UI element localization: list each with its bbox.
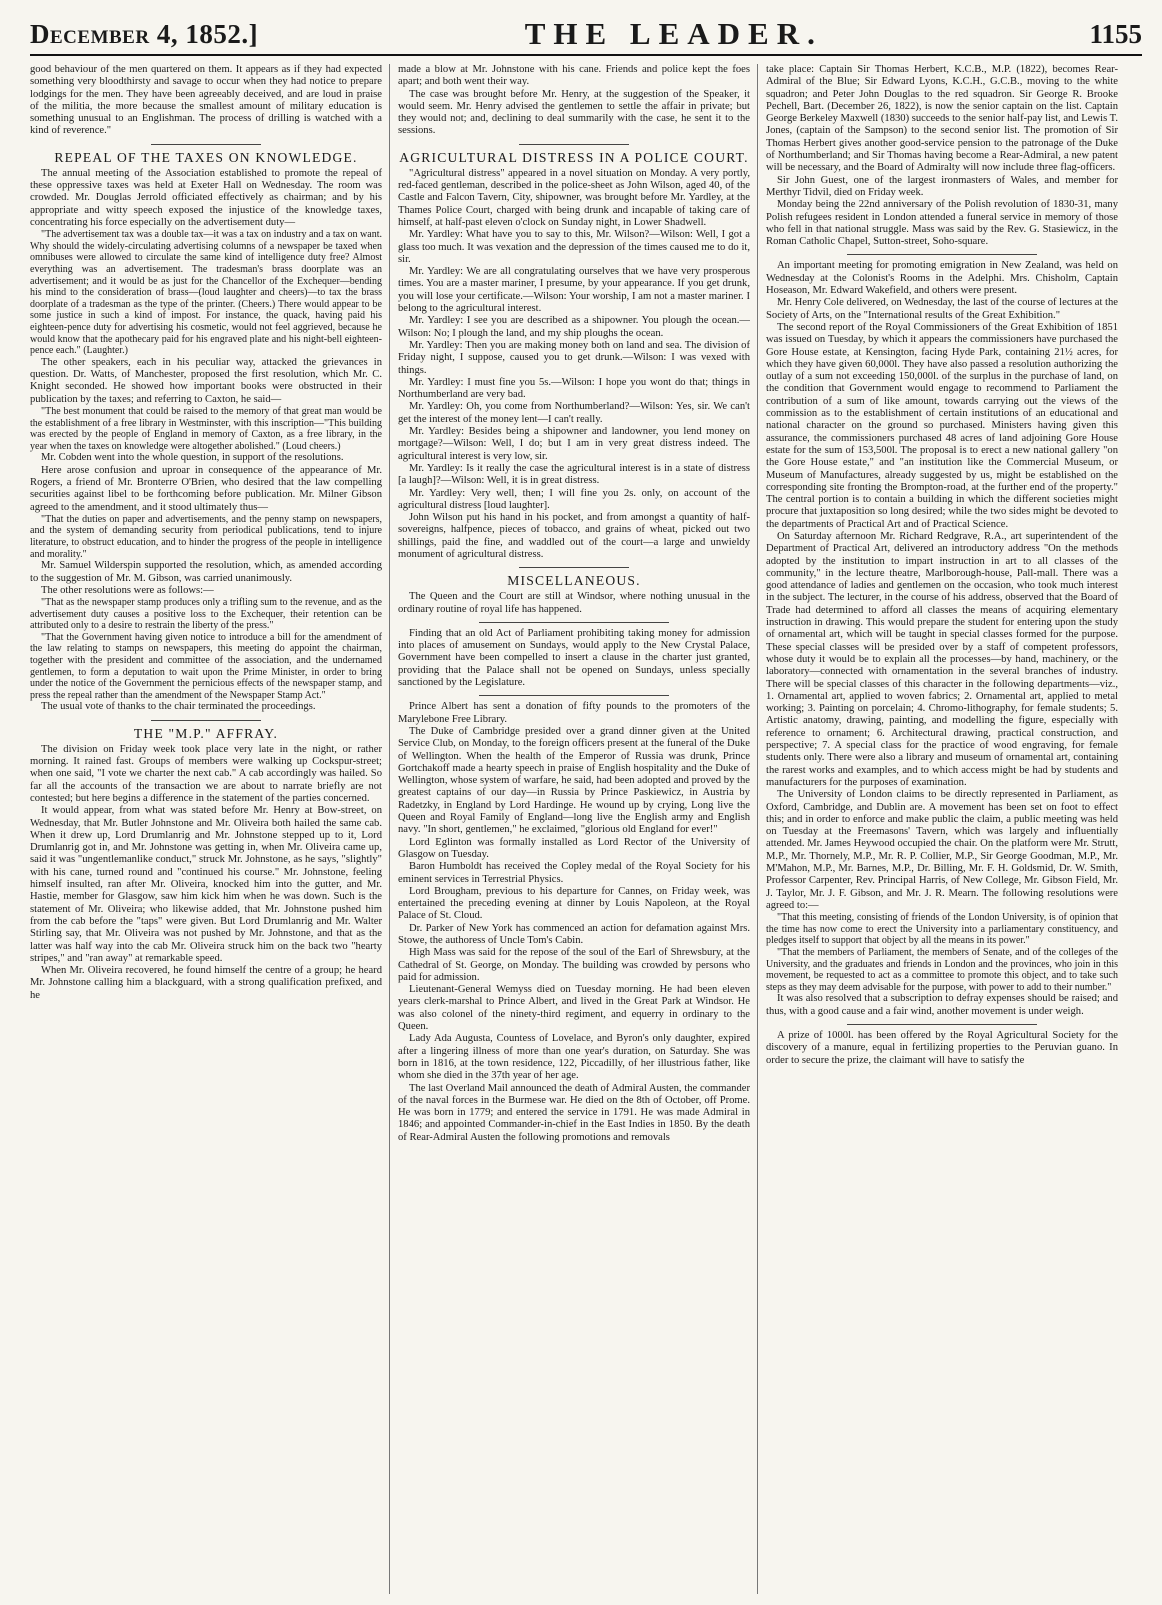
paragraph: The other speakers, each in his peculiar way, attacked the grievances in question. Dr. Watts, of Manchester, proposed the first resolution, which Mr. C. Knight seconded. He showed how important books were obstructed in their publication by the taxes; and referring to Caxton, he said— bbox=[30, 356, 382, 405]
paragraph: The usual vote of thanks to the chair terminated the proceedings. bbox=[41, 701, 316, 713]
paragraph: Mr. Yardley: Then you are making money both on land and sea. The division of Friday night, I suppose, caused you to get drunk.—Wilson: I was vexed with things. bbox=[398, 339, 750, 376]
section-heading-miscellaneous: MISCELLANEOUS. bbox=[507, 573, 641, 589]
paragraph: Dr. Parker of New York has commenced an action for defamation against Mrs. Stowe, the authoress of Uncle Tom's Cabin. bbox=[398, 922, 750, 946]
paragraph: "Agricultural distress" appeared in a novel situation on Monday. A very portly, red-faced gentleman, described in the police-sheet as John Wilson, aged 40, of the Castle and Falcon Tavern, City, shipowner, was brought before Mr. Yardley, at the Thames Police Court, charged with being drunk and incapable of taking care of himself, at half-past eleven o'clock on Sunday night, in Lower Shadwell. bbox=[398, 167, 750, 228]
paragraph: Lord Eglinton was formally installed as Lord Rector of the University of Glasgow on Tuesday. bbox=[398, 836, 750, 860]
divider bbox=[151, 144, 261, 145]
paragraph: Sir John Guest, one of the largest ironmasters of Wales, and member for Merthyr Tidvil, died on Friday week. bbox=[766, 174, 1118, 198]
divider bbox=[847, 1024, 1037, 1025]
column-3 bbox=[766, 64, 1118, 1594]
paragraph: It was also resolved that a subscription to defray expenses should be raised; and thus, with a good cause and a fair wind, another movement is under weigh. bbox=[766, 993, 1118, 1017]
paragraph: Mr. Yardley: Besides being a shipowner and landowner, you lend money on mortgage?—Wilson: Well, I do; but I am in very great distress indeed. The agricultural interest is very low, sir. bbox=[398, 426, 750, 462]
page-number: 1155 bbox=[1089, 19, 1142, 49]
paragraph: An important meeting for promoting emigration in New Zealand, was held on Wednesday at the Colonist's Rooms in the Adelphi. Mrs. Chisholm, Captain Hoseason, Mr. Edward Wakefield, and others were present. bbox=[766, 260, 1118, 297]
paragraph: The last Overland Mail announced the death of Admiral Austen, the commander of the naval forces in the Burmese war. He died on the 8th of October, off Prome. He was born in 1779; and entered the service in 1791. He was made Admiral in 1846; and appointed Commander-in-chief in the East Indies in 1850. By the death of Rear-Admiral Austen the following promotions and removals bbox=[398, 1082, 750, 1143]
divider bbox=[519, 567, 629, 568]
paragraph: It would appear, from what was stated before Mr. Henry at Bow-street, on Wednesday, that Mr. Butler Johnstone and Mr. Oliveira both hailed the same cab. When it drew up, Lord Drumlanrig and Mr. Johnstone stepped up to it, Lord Drumlanrig got in, and Mr. Johnstone was getting in, when Mr. Oliveira came up, said it was "ungentlemanlike conduct," struck Mr. Johnstone, as he says, "slightly" with his cane, turned round and "continued his course." Mr. Johnstone, feeling himself insulted, ran after Mr. Oliveira, knocked him into the gutter, and Mr. Hastie, member for Glasgow, saw him kick him when he was down. Such is the statement of Mr. Oliveira; who likewise added, that Mr. Johnstone pushed him from the cab before the "taps" were given. But Lord Drumlanrig and Mr. Walter Stirling say, that Mr. Oliveira was not pushed by Mr. Johnstone, and that as the latter was half way into the cab Mr. Oliveira struck him on the back two "hearty stripes," and "ran away" at remarkable speed. bbox=[30, 805, 382, 964]
paragraph: Mr. Henry Cole delivered, on Wednesday, the last of the course of lectures at the Society of Arts, on the "International results of the Great Exhibition." bbox=[766, 297, 1118, 321]
paragraph: made a blow at Mr. Johnstone with his cane. Friends and police kept the foes apart; and both went their way. bbox=[398, 64, 750, 88]
paragraph: Mr. Yardley: I must fine you 5s.—Wilson: I hope you wont do that; things in Northumberland are very bad. bbox=[398, 376, 750, 401]
quotation: "That as the newspaper stamp produces only a trifling sum to the revenue, and as the advertisement duty causes a positive loss to the Exchequer, their retention can be attributed only to a desire to restrain the liberty of the press." bbox=[30, 597, 382, 632]
paragraph: Lord Brougham, previous to his departure for Cannes, on Friday week, was entertained the preceding evening at dinner by Louis Napoleon, at the Royal Palace of St. Cloud. bbox=[398, 885, 750, 922]
column-2 bbox=[398, 64, 750, 1594]
paragraph: Lady Ada Augusta, Countess of Lovelace, and Byron's only daughter, expired after a lingering illness of more than one year's duration, on Saturday. She was born in 1816, at the town residence, 122, Piccadilly, of her illustrious father, like whom she died in the 37th year of her age. bbox=[398, 1033, 750, 1082]
newspaper-title: THE LEADER. bbox=[524, 16, 823, 51]
paragraph: The University of London claims to be directly represented in Parliament, as Oxford, Cambridge, and Dublin are. A movement has been set on foot to effect this; and in order to enforce and make public the claim, a public meeting was held on Tuesday at the Freemasons' Tavern, which was largely and influentially attended. Mr. James Heywood occupied the chair. On the platform were Mr. Strutt, M.P., Mr. Thornely, M.P., Mr. R. P. Collier, M.P., Sir George Goodman, M.P., Mr. M'Mahon, M.P., Mr. Barnes, M.P., Dr. Billing, Mr. F. H. Goldsmid, Dr. W. Smith, Professor Carpenter, Rev. Principal Harris, of New College, Mr. Gibson Field, Mr. J. Taylor, Mr. J. F. Gibson, and Mr. J. R. Mearn. The following resolutions were agreed to:— bbox=[766, 789, 1118, 911]
paragraph: John Wilson put his hand in his pocket, and from amongst a quantity of half-sovereigns, halfpence, pieces of tobacco, and grains of wheat, picked out two shillings, paid the fine, and waddled out of the court—a large and unwieldy monument of agricultural distress. bbox=[398, 512, 750, 560]
paragraph: Prince Albert has sent a donation of fifty pounds to the promoters of the Marylebone Free Library. bbox=[398, 701, 750, 725]
paragraph: Mr. Samuel Wilderspin supported the resolution, which, as amended according to the suggestion of Mr. M. Gibson, was carried unanimously. bbox=[30, 560, 382, 584]
paragraph: The Queen and the Court are still at Windsor, where nothing unusual in the ordinary routine of royal life has happened. bbox=[398, 591, 750, 615]
section-heading-mp-affray: THE "M.P." AFFRAY. bbox=[133, 725, 279, 741]
paragraph: High Mass was said for the repose of the soul of the Earl of Shrewsbury, at the Cathedral of St. George, on Monday. The building was crowded by persons who paid for admission. bbox=[398, 947, 750, 983]
paragraph: The case was brought before Mr. Henry, at the suggestion of the Speaker, it would seem. Mr. Henry advised the gentlemen to settle the affair in private; but they would not; and, declining to deal summarily with the case, he sent it to the sessions. bbox=[398, 88, 750, 137]
paragraph: Mr. Yardley: Very well, then; I will fine you 2s. only, on account of the agricultural distress [loud laughter]. bbox=[398, 487, 750, 511]
section-heading-repeal-taxes: REPEAL OF THE TAXES ON KNOWLEDGE. bbox=[54, 149, 358, 165]
column-1 bbox=[30, 64, 382, 1594]
paragraph: The second report of the Royal Commissioners of the Great Exhibition of 1851 was issued on Tuesday, by which it appears the commissioners have purchased the Gore House estate, at Kensington, facing Hyde Park, containing 21½ acres, for which they have given 60,000l. They have also passed a resolution authorizing the outlay of a sum not exceeding 150,000l. of the surplus in the purchase of land, on the condition that Government would engage to recommend to Parliament the contribution of a sum of like amount, towards carrying out the views of the commission as to the establishment of certain institutions of an educational and national character on the ground so purchased. Ministers having given this assurance, the commissioners purchased 48 acres of land adjoining Gore House estate for the sum of 153,500l. The proposal is to erect a new national gallery "on the Gore House estate," and "an institution like the Commercial Museum, or Museum of Manufactures, already suggested by us, might be established on the corresponding site fronting the Brompton-road, at the further end of the property." The central portion is to contain a building in which the different societies might procure that juxtaposition so long desired; while the two sides might be devoted to the departments of Practical Art and of Practical Science. bbox=[766, 321, 1118, 530]
paragraph: Here arose confusion and uproar in consequence of the appearance of Mr. Rogers, a friend of Mr. Bronterre O'Brien, who desired that the law compelling securities against libel to be forthcoming before publication. Mr. Milner Gibson agreed to the amendment, and it stood ultimately thus— bbox=[30, 464, 382, 513]
paragraph: The annual meeting of the Association established to promote the repeal of these oppressive taxes was held at Exeter Hall on Wednesday. The room was crowded. Mr. Douglas Jerrold officiated effectively as chairman; and by his appropriate and witty speech exposed the injustice of the knowledge taxes, concentrating his force especially on the advertisement duty— bbox=[30, 167, 382, 228]
quotation: "That the Government having given notice to introduce a bill for the amendment of the law relating to stamps on newspapers, this meeting do appoint the chairman, together with the president and committee of the association, and the undernamed gentlemen, to form a deputation to wait upon the Prime Minister, in order to bring under the notice of the Government the pernicious effects of the newspaper stamp, and press the repeal rather than the amendment of the Newspaper Stamp Act." bbox=[30, 631, 382, 701]
quotation: "That the members of Parliament, the members of Senate, and of the colleges of the University, and the graduates and friends in London and the provinces, who join in this movement, be requested to act as a committee to promote this object, and to take such steps as they may deem advisable for the purpose, with power to add to their number." bbox=[766, 946, 1118, 993]
article-columns bbox=[30, 64, 1142, 1594]
paragraph: Mr. Cobden went into the whole question, in support of the resolutions. bbox=[41, 452, 344, 464]
quotation: "The best monument that could be raised to the memory of that great man would be the establishment of a free library in Westminster, with this inscription—"This building was erected by the people of England in memory of Caxton, as a free library, in the year when the taxes on knowledge were altogether abolished." (Loud cheers.) bbox=[30, 405, 382, 452]
column-rule bbox=[757, 64, 758, 1594]
paragraph: Mr. Yardley: I see you are described as a shipowner. You plough the ocean.—Wilson: No; I plough the land, and my ship ploughs the ocean. bbox=[398, 315, 750, 339]
paragraph: On Saturday afternoon Mr. Richard Redgrave, R.A., art superintendent of the Department of Practical Art, delivered an introductory address "On the methods adopted by the institution to impart instruction in art to all classes of the community," in the lecture theatre, Marlborough-house, Pall-mall. There was a good attendance of ladies and gentlemen on the occasion, who took much interest in the subject. The lecturer, in the course of his address, observed that the Board of Trade had determined to afford all classes the means of acquiring elementary instruction in drawing. This would prepare the student for entering upon the study of ornamental art, which will be taught in special classes formed for the purpose. These special classes will be presided over by a staff of competent professors, whose duty it would be to explain all the processes—by hand, machinery, or the laboratory—connected with ornamentation in the several branches of industry. There will be special classes of this character in the following departments—viz., 1. Ornamental art, applied to woven fabrics; 2. Ornamental art, applied to metal working; 3. Painting on porcelain; 4. Chromo-lithography, for female students; 5. Artistic anatomy, drawing, painting, and modelling the figure, especially with reference to ornament; 6. Architectural drawing, practical construction, and perspective; 7. A special class for the practice of wood engraving, for female students only. There were also a library and museum of ornamental art, containing the rarest works and examples, and to which access might be had by students and manufacturers for the purposes of examination. bbox=[766, 530, 1118, 788]
paragraph: Monday being the 22nd anniversary of the Polish revolution of 1830-31, many Polish refugees resident in London attended a funeral service in memory of those who fell in that national struggle. Mass was said by the Rev. G. Stasiewicz, in the Roman Catholic Chapel, Sutton-street, Soho-square. bbox=[766, 199, 1118, 248]
paragraph: Mr. Yardley: What have you to say to this, Mr. Wilson?—Wilson: Well, I got a glass too much. It was vexation and the depression of the times caused me to do it, sir. bbox=[398, 229, 750, 265]
divider bbox=[479, 695, 669, 696]
paragraph: Baron Humboldt has received the Copley medal of the Royal Society for his eminent services in Terrestrial Physics. bbox=[398, 861, 750, 885]
divider bbox=[847, 254, 1037, 255]
quotation: "That the duties on paper and advertisements, and the penny stamp on newspapers, and the system of demanding security from periodical publications, tend to injure literature, to obstruct education, and to hinder the progress of the people in intelligence and morality." bbox=[30, 513, 382, 560]
paragraph: When Mr. Oliveira recovered, he found himself the centre of a group; he heard Mr. Johnstone calling him a blackguard, with a strong qualification prefixed, and he bbox=[30, 965, 382, 1001]
paragraph: good behaviour of the men quartered on them. It appears as if they had expected something very bloodthirsty and savage to occur when they had notice to prepare lodgings for the men. They have been agreeably deceived, and are loud in praise of the militia, the more because the smallest amount of military education is something unusual to an Englishman. The process of drilling is watched with a kind of reverence." bbox=[30, 64, 382, 137]
paragraph: take place: Captain Sir Thomas Herbert, K.C.B., M.P. (1822), becomes Rear-Admiral of the Blue; Sir Edward Lyons, K.C.H., G.C.B., moving to the white squadron; and Peter John Douglas to the red squadron. Sir George R. Brooke Pechell, Bart. (December 26, 1822), is now the senior captain on the list. Captain George Berkeley Maxwell (1830) succeeds to the senior half-pay list, and Lewis T. Jones, (captain of the Sampson) to the second senior list. The promotion of Sir Thomas Herbert gives another good-service pension to the patronage of the Duke of Northumberland; and Sir Thomas having become a Rear-Admiral, a new patent will be necessary, and the Board of Admiralty will now include three flag-officers. bbox=[766, 64, 1118, 174]
paragraph: The Duke of Cambridge presided over a grand dinner given at the United Service Club, on Monday, to the foreign officers present at the funeral of the Duke of Wellington. When the health of the Emperor of Russia was drunk, Prince Gortchakoff made a hearty speech in praise of English hospitality and the Duke of Wellington, whose system of warfare, he said, had been adopted and proved by the greatest captains of our day—in Russia by Prince Paskiewicz, in Austria by Radetzky, in England by Lord Hardinge. He wound up by crying, Long live the Queen and Royal Family of England—long live the English army and English navy. "In short, gentlemen," he exclaimed, "glorious old England for ever!" bbox=[398, 725, 750, 836]
divider bbox=[519, 144, 629, 145]
issue-date: December 4, 1852.] bbox=[30, 19, 259, 49]
paragraph: Mr. Yardley: We are all congratulating ourselves that we have very prosperous times. You are a master mariner, I presume, by your appearance. If you get drunk, you will lose your certificate.—Wilson: Your worship, I am not a master mariner. I belong to the agricultural interest. bbox=[398, 266, 750, 315]
section-heading-agricultural-distress: AGRICULTURAL DISTRESS IN A POLICE COURT. bbox=[399, 149, 749, 165]
paragraph: Finding that an old Act of Parliament prohibiting taking money for admission into places of amusement on Sundays, would apply to the New Crystal Palace, Government have been compelled to insert a clause in the charter just granted, providing that the Palace shall not be opened on Sundays, unless specially sanctioned by the Legislature. bbox=[398, 627, 750, 689]
paragraph: Mr. Yardley: Oh, you come from Northumberland?—Wilson: Yes, sir. We can't get the interest of the money lent—I can't really. bbox=[398, 401, 750, 425]
paragraph: The other resolutions were as follows:— bbox=[41, 584, 214, 596]
paragraph: The division on Friday week took place very late in the night, or rather morning. It rained fast. Groups of members were walking up Cockspur-street; when one said, "I vote we charter the next cab." A cab accordingly was hailed. So far all the accounts of the transaction we are about to narrate briefly are not contested; but here begins a difference in the statement of the parties concerned. bbox=[30, 743, 382, 804]
masthead bbox=[30, 10, 1142, 56]
divider bbox=[151, 720, 261, 721]
quotation: "The advertisement tax was a double tax—it was a tax on industry and a tax on want. Why should the widely-circulating advertising columns of a newspaper be taxed when omnibuses were allowed to circulate the same kind of intelligence duty free? Almost everything was an advertisement. The tradesman's brass doorplate was an advertisement; and it would be as just for the Chancellor of the Exchequer—bending his mind to the consideration of brass—(loud laughter and cheers)—to tax the brass doorplate of a tradesman as the type of the printer. (Cheers.) There would appear to be some justice in such a kind of impost. For instance, the quack, having paid his eighteen-pence duty for advertising his cosmetic, would not feel aggrieved, because he would know that the apothecary paid for his engraved plate and his night-bell eighteen-pence each." (Laughter.) bbox=[30, 229, 382, 357]
divider bbox=[479, 622, 669, 623]
column-rule bbox=[389, 64, 390, 1594]
paragraph: Mr. Yardley: Is it really the case the agricultural interest is in a state of distress [a laugh]?—Wilson: Well, it is in great distress. bbox=[398, 462, 750, 487]
paragraph: A prize of 1000l. has been offered by the Royal Agricultural Society for the discovery of a manure, equal in fertilizing properties to the Peruvian guano. In order to secure the prize, the claimant will have to satisfy the bbox=[766, 1029, 1118, 1066]
quotation: "That this meeting, consisting of friends of the London University, is of opinion that the time has now come to erect the University into a parliamentary constituency, and pledges itself to support that object by all the means in its power." bbox=[766, 912, 1118, 947]
paragraph: Lieutenant-General Wemyss died on Tuesday morning. He had been eleven years clerk-marshal to Prince Albert, and lived in the Great Park at Windsor. He was also colonel of the ninety-third regiment, and equerry in ordinary to the Queen. bbox=[398, 984, 750, 1033]
